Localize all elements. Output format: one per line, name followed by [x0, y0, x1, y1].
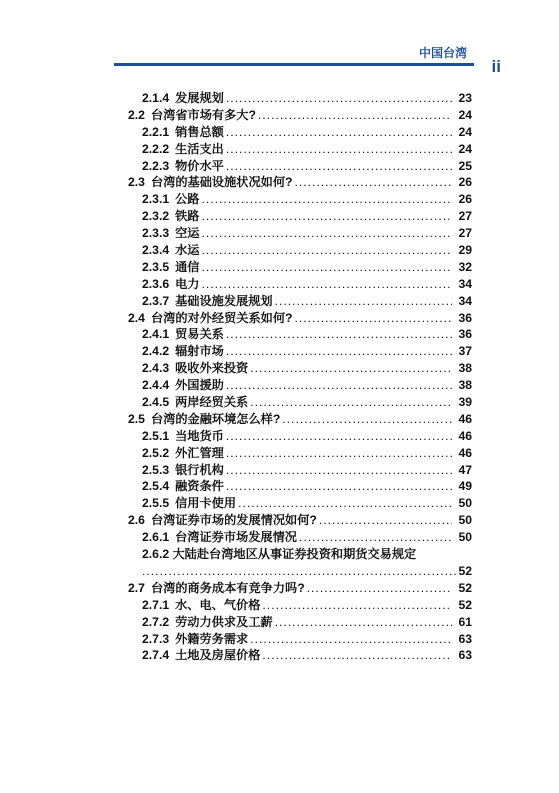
toc-entry[interactable] [128, 107, 472, 124]
toc-entry-page: 61 [458, 614, 472, 629]
toc-entry[interactable] [128, 478, 472, 495]
toc-entry[interactable] [128, 360, 472, 377]
toc-entry[interactable] [128, 124, 472, 141]
toc-leader-dots [226, 428, 452, 445]
toc-entry-number: 2.2 [128, 107, 145, 122]
toc-entry[interactable] [128, 141, 472, 158]
toc-entry-title: 土地及房屋价格 [175, 648, 261, 663]
toc-entry-number: 2.7.2 [142, 614, 170, 629]
toc-entry-title: 吸收外来投资 [175, 361, 249, 376]
toc-leader-dots [275, 293, 452, 310]
toc-entry-page: 37 [458, 344, 472, 359]
toc-entry[interactable] [128, 462, 472, 479]
toc-entry[interactable] [128, 647, 472, 664]
toc-entry-title: 台湾的基础设施状况如何? [150, 175, 293, 190]
toc-entry-number: 2.3.2 [142, 209, 170, 224]
toc-entry-page: 24 [458, 141, 472, 156]
toc-entry-number: 2.4.4 [142, 378, 170, 393]
toc-main-list [128, 90, 472, 546]
toc-entry-page: 46 [458, 428, 472, 443]
toc-entry[interactable] [128, 242, 472, 259]
header-rule [114, 63, 474, 66]
toc-leader-dots [226, 377, 452, 394]
toc-entry-title: 发展规划 [175, 91, 224, 105]
toc-entry-title: 台湾的金融环境怎么样? [150, 411, 281, 426]
toc-leader-dots [299, 529, 452, 546]
toc-leader-dots [226, 158, 452, 175]
toc-entry-page: 38 [458, 378, 472, 393]
toc-entry-title: 空运 [175, 226, 200, 241]
toc-entry-title: 台湾省市场有多大? [150, 107, 256, 122]
toc-leader-dots [294, 174, 452, 191]
toc-entry-page: 50 [458, 496, 472, 511]
toc-entry-page: 38 [458, 361, 472, 376]
toc-leader-dots [307, 580, 452, 597]
toc-entry-page: 26 [458, 192, 472, 207]
toc-entry-number: 2.2.1 [142, 124, 170, 139]
toc-entry-number: 2.7.4 [142, 648, 170, 663]
toc-leader-dots [282, 411, 452, 428]
toc-leader-dots [142, 563, 458, 580]
toc-entry-page: 34 [458, 293, 472, 308]
toc-leader-dots [201, 191, 452, 208]
toc-entry-number: 2.4.5 [142, 395, 170, 410]
toc-entry-title: 物价水平 [175, 158, 224, 173]
toc-entry-title: 水运 [175, 243, 200, 258]
toc-leader-dots [226, 124, 452, 141]
toc-entry-number: 2.5.4 [142, 479, 170, 494]
toc-entry-number: 2.6 [128, 513, 145, 528]
toc-entry-title: 大陆赴台湾地区从事证券投资和期货交易规定 [172, 547, 417, 562]
toc-leader-dots [201, 242, 452, 259]
table-of-contents [128, 90, 472, 664]
toc-entry[interactable] [128, 411, 472, 428]
toc-entry-page: 23 [458, 91, 472, 105]
toc-entry-title: 外国援助 [175, 378, 224, 393]
toc-entry-page: 26 [458, 175, 472, 190]
toc-entry-number: 2.4 [128, 310, 145, 325]
toc-entry-wrapped-leader [128, 563, 472, 580]
toc-leader-dots [226, 343, 452, 360]
toc-entry-number: 2.2.3 [142, 158, 170, 173]
toc-leader-dots [262, 647, 452, 664]
toc-entry-title: 公路 [175, 192, 200, 207]
toc-entry-page: 34 [458, 276, 472, 291]
toc-entry-page: 24 [458, 124, 472, 139]
toc-entry-number: 2.4.3 [142, 361, 170, 376]
toc-entry-page: 24 [458, 107, 472, 122]
toc-leader-dots [226, 90, 452, 107]
toc-entry-title: 电力 [175, 276, 200, 291]
toc-leader-dots [319, 512, 452, 529]
toc-entry-number: 2.3.5 [142, 259, 170, 274]
toc-entry[interactable] [128, 310, 472, 327]
toc-entry-page: 32 [458, 259, 472, 274]
toc-entry[interactable] [128, 529, 472, 546]
toc-entry-title: 铁路 [175, 209, 200, 224]
toc-entry-page: 46 [458, 445, 472, 460]
toc-entry[interactable] [128, 614, 472, 631]
toc-entry-title: 台湾证券市场的发展情况如何? [150, 513, 317, 528]
toc-entry[interactable] [128, 174, 472, 191]
toc-entry[interactable] [128, 512, 472, 529]
toc-entry[interactable] [128, 326, 472, 343]
toc-entry-page: 52 [458, 597, 472, 612]
toc-entry-title: 台湾证券市场发展情况 [175, 530, 297, 545]
toc-leader-dots [226, 478, 452, 495]
toc-entry-number: 2.3.3 [142, 226, 170, 241]
toc-leader-dots [226, 462, 452, 479]
toc-leader-dots [250, 394, 452, 411]
toc-entry-page: 52 [458, 563, 472, 578]
toc-entry[interactable] [128, 343, 472, 360]
toc-entry-page: 52 [458, 580, 472, 595]
toc-entry-number: 2.3.1 [142, 192, 170, 207]
toc-entry-number: 2.7.1 [142, 597, 170, 612]
toc-entry[interactable] [128, 631, 472, 648]
toc-tail-list [128, 580, 472, 664]
toc-leader-dots [258, 107, 452, 124]
toc-entry-title: 两岸经贸关系 [175, 395, 249, 410]
toc-leader-dots [226, 141, 452, 158]
toc-entry[interactable] [128, 293, 472, 310]
toc-entry-title: 通信 [175, 259, 200, 274]
toc-entry[interactable] [128, 445, 472, 462]
toc-entry-number: 2.5.3 [142, 462, 170, 477]
toc-leader-dots [226, 445, 452, 462]
toc-entry-title: 生活支出 [175, 141, 224, 156]
toc-leader-dots [238, 495, 452, 512]
toc-entry-number: 2.5.5 [142, 496, 170, 511]
toc-entry-title: 销售总额 [175, 124, 224, 139]
toc-leader-dots [201, 225, 452, 242]
toc-entry[interactable] [128, 580, 472, 597]
toc-leader-dots [250, 631, 452, 648]
toc-entry-title: 劳动力供求及工薪 [175, 614, 273, 629]
toc-entry-title: 贸易关系 [175, 327, 224, 342]
toc-entry[interactable] [128, 90, 472, 107]
toc-entry-number: 2.5.1 [142, 428, 170, 443]
toc-entry-number: 2.5 [128, 411, 145, 426]
toc-entry-number: 2.6.1 [142, 530, 170, 545]
toc-entry-title: 信用卡使用 [175, 496, 237, 511]
toc-entry-number: 2.2.2 [142, 141, 170, 156]
toc-entry[interactable] [128, 191, 472, 208]
toc-entry[interactable] [128, 259, 472, 276]
toc-entry-title: 融资条件 [175, 479, 224, 494]
toc-entry-page: 27 [458, 226, 472, 241]
toc-leader-dots [201, 259, 452, 276]
toc-entry-wrapped[interactable] [128, 546, 472, 563]
toc-entry[interactable] [128, 495, 472, 512]
toc-entry[interactable] [128, 394, 472, 411]
toc-leader-dots [201, 208, 452, 225]
toc-entry[interactable] [128, 208, 472, 225]
toc-entry-title: 银行机构 [175, 462, 224, 477]
toc-entry-title: 基础设施发展规划 [175, 293, 273, 308]
toc-entry-title: 当地货币 [175, 428, 224, 443]
toc-entry-page: 46 [458, 411, 472, 426]
toc-entry-title: 辐射市场 [175, 344, 224, 359]
toc-entry-page: 50 [458, 513, 472, 528]
page-number: ii [491, 57, 501, 76]
toc-entry[interactable] [128, 597, 472, 614]
toc-entry[interactable] [128, 158, 472, 175]
toc-entry-title: 台湾的对外经贸关系如何? [150, 310, 293, 325]
toc-entry-title: 外籍劳务需求 [175, 631, 249, 646]
toc-entry-page: 47 [458, 462, 472, 477]
toc-entry-number: 2.6.2 [142, 547, 170, 562]
toc-entry-page: 49 [458, 479, 472, 494]
toc-entry-page: 50 [458, 530, 472, 545]
toc-entry-number: 2.3.4 [142, 243, 170, 258]
toc-entry-number: 2.4.2 [142, 344, 170, 359]
toc-entry[interactable] [128, 377, 472, 394]
toc-entry-page: 63 [458, 631, 472, 646]
toc-entry-title: 水、电、气价格 [175, 597, 261, 612]
toc-entry[interactable] [128, 276, 472, 293]
toc-entry-page: 29 [458, 243, 472, 258]
toc-entry-page: 25 [458, 158, 472, 173]
toc-entry[interactable] [128, 225, 472, 242]
toc-entry-number: 2.3.7 [142, 293, 170, 308]
toc-entry[interactable] [128, 428, 472, 445]
toc-entry-page: 39 [458, 395, 472, 410]
toc-entry-number: 2.4.1 [142, 327, 170, 342]
toc-leader-dots [275, 614, 452, 631]
toc-entry-title: 外汇管理 [175, 445, 224, 460]
toc-entry-page: 36 [458, 327, 472, 342]
toc-entry-number: 2.7 [128, 580, 145, 595]
toc-entry-number: 2.3.6 [142, 276, 170, 291]
toc-entry-page: 36 [458, 310, 472, 325]
toc-leader-dots [294, 310, 452, 327]
toc-entry-number: 2.5.2 [142, 445, 170, 460]
toc-entry-number: 2.1.4 [142, 91, 170, 105]
toc-entry-page: 27 [458, 209, 472, 224]
toc-entry-number: 2.7.3 [142, 631, 170, 646]
header-title: 中国台湾 [418, 46, 467, 60]
toc-entry-page: 63 [458, 648, 472, 663]
toc-entry-title: 台湾的商务成本有竞争力吗? [150, 580, 305, 595]
toc-leader-dots [226, 326, 452, 343]
toc-leader-dots [201, 276, 452, 293]
toc-leader-dots [250, 360, 452, 377]
toc-leader-dots [262, 597, 452, 614]
toc-entry-number: 2.3 [128, 175, 145, 190]
